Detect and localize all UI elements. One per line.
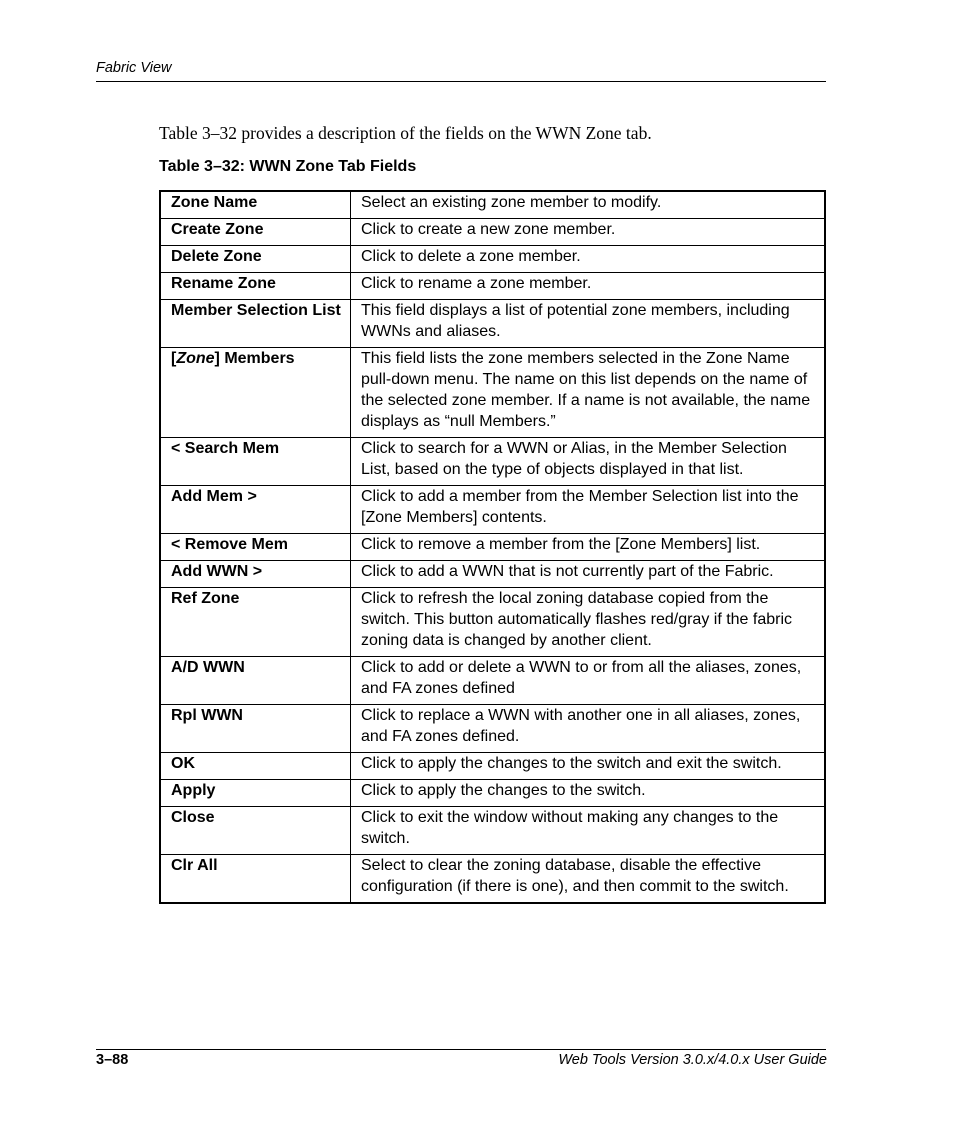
field-name: Apply — [160, 780, 351, 807]
field-name: Add Mem > — [160, 486, 351, 534]
page-number: 3–88 — [96, 1052, 129, 1068]
field-description: This field lists the zone members selected in the Zone Name pull-down menu. The name on this list depends on the name of the selected zone member. If a name is not available, the name displays as “null Members.” — [351, 348, 826, 438]
table-caption: Table 3–32: WWN Zone Tab Fields — [159, 158, 417, 175]
table-row — [160, 246, 825, 273]
field-name: Zone Name — [160, 191, 351, 219]
field-description: Click to create a new zone member. — [351, 219, 826, 246]
field-name: Rename Zone — [160, 273, 351, 300]
table-row — [160, 219, 825, 246]
field-description: Click to remove a member from the [Zone Members] list. — [351, 534, 826, 561]
table-row — [160, 534, 825, 561]
table-row — [160, 561, 825, 588]
table-row — [160, 191, 825, 219]
field-description: Click to refresh the local zoning database copied from the switch. This button automatically flashes red/gray if the fabric zoning data is changed by another client. — [351, 588, 826, 657]
field-name-close: ] Members — [214, 350, 295, 367]
field-description: Select an existing zone member to modify. — [351, 191, 826, 219]
field-name — [160, 348, 351, 438]
wwn-zone-fields-table — [159, 190, 826, 904]
table-row — [160, 780, 825, 807]
field-name-italic: Zone — [176, 350, 215, 367]
table-row — [160, 657, 825, 705]
field-description: This field displays a list of potential zone members, including WWNs and aliases. — [351, 300, 826, 348]
field-name: OK — [160, 753, 351, 780]
table-row — [160, 855, 825, 904]
field-description: Select to clear the zoning database, disable the effective configuration (if there is one), and then commit to the switch. — [351, 855, 826, 904]
table-row — [160, 300, 825, 348]
field-name: Delete Zone — [160, 246, 351, 273]
footer-rule — [96, 1049, 826, 1050]
field-name: < Remove Mem — [160, 534, 351, 561]
field-description: Click to add a member from the Member Selection list into the [Zone Members] contents. — [351, 486, 826, 534]
table-row — [160, 753, 825, 780]
field-name: Create Zone — [160, 219, 351, 246]
table-row — [160, 807, 825, 855]
table-row — [160, 438, 825, 486]
guide-title: Web Tools Version 3.0.x/4.0.x User Guide — [558, 1052, 827, 1068]
field-name-open: [ — [171, 350, 177, 367]
field-description: Click to delete a zone member. — [351, 246, 826, 273]
field-description: Click to apply the changes to the switch and exit the switch. — [351, 753, 826, 780]
table-row — [160, 348, 825, 438]
field-description: Click to apply the changes to the switch. — [351, 780, 826, 807]
running-header: Fabric View — [96, 60, 172, 76]
field-name: A/D WWN — [160, 657, 351, 705]
field-description: Click to search for a WWN or Alias, in the Member Selection List, based on the type of objects displayed in that list. — [351, 438, 826, 486]
field-description: Click to exit the window without making any changes to the switch. — [351, 807, 826, 855]
header-rule — [96, 81, 826, 82]
field-name: Clr All — [160, 855, 351, 904]
intro-paragraph: Table 3–32 provides a description of the fields on the WWN Zone tab. — [159, 123, 652, 143]
field-name: Member Selection List — [160, 300, 351, 348]
table-row — [160, 273, 825, 300]
field-description: Click to rename a zone member. — [351, 273, 826, 300]
field-name: < Search Mem — [160, 438, 351, 486]
field-description: Click to add or delete a WWN to or from all the aliases, zones, and FA zones defined — [351, 657, 826, 705]
field-name: Add WWN > — [160, 561, 351, 588]
field-name: Rpl WWN — [160, 705, 351, 753]
table-row — [160, 486, 825, 534]
field-description: Click to replace a WWN with another one in all aliases, zones, and FA zones defined. — [351, 705, 826, 753]
field-name: Ref Zone — [160, 588, 351, 657]
table-row — [160, 588, 825, 657]
table-row — [160, 705, 825, 753]
field-name: Close — [160, 807, 351, 855]
field-description: Click to add a WWN that is not currently part of the Fabric. — [351, 561, 826, 588]
